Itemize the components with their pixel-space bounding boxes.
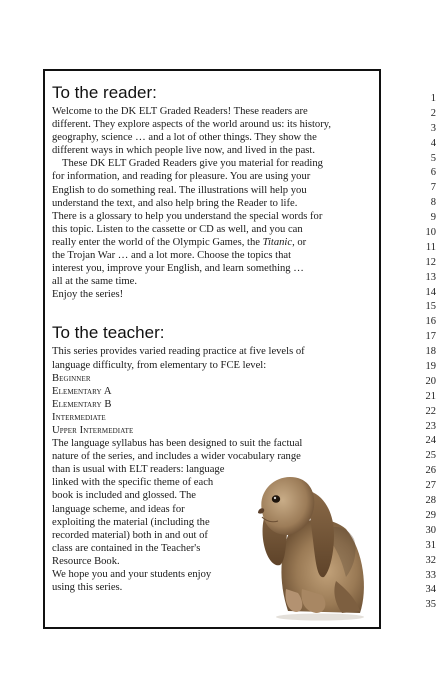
line-number: 18 [425, 346, 436, 358]
line-number: 35 [425, 599, 436, 611]
reader-paragraph-2 [52, 157, 374, 301]
text-fragment: really enter the world of the Olympic Games, the [52, 236, 263, 248]
line-number: 5 [430, 152, 436, 164]
text-line: exploiting the material (including the [52, 516, 210, 528]
line-number: 13 [425, 271, 436, 283]
text-line: the Trojan War … and a lot more. Choose the topics that [52, 250, 292, 262]
text-line: Resource Book. [52, 555, 120, 567]
page-frame [43, 69, 381, 629]
text-line: The language syllabus has been designed to suit the factual [52, 438, 303, 450]
line-number: 9 [430, 212, 436, 224]
line-number: 17 [425, 331, 436, 343]
line-number: 1 [430, 93, 436, 104]
text-line: language difficulty, from elementary to FCE level: [52, 359, 267, 371]
line-number: 16 [425, 316, 436, 328]
line-number: 10 [425, 227, 436, 239]
line-number: 6 [430, 167, 436, 179]
line-number: 4 [430, 137, 436, 149]
italic-title: Titanic [262, 236, 293, 248]
text-line: We hope you and your students enjoy [52, 569, 212, 580]
line-number: 31 [425, 539, 436, 551]
line-number: 28 [425, 495, 436, 507]
line-number: 3 [430, 122, 436, 134]
text-line: understand the text, and also help bring the Reader to life. [52, 197, 298, 209]
text-line: These DK ELT Graded Readers give you material for reading [62, 158, 323, 170]
text-line: language scheme, and ideas for [52, 503, 185, 515]
line-number: 12 [425, 256, 436, 268]
line-number: 23 [425, 420, 436, 432]
teacher-heading: To the teacher: [52, 323, 165, 343]
line-number: 11 [425, 241, 436, 253]
text-line: geography, science … and a lot of other things. They show the [52, 132, 317, 144]
level-item: Intermediate [52, 411, 106, 423]
level-item: Beginner [52, 372, 91, 384]
text-line: nature of the series, and includes a wider vocabulary range [52, 451, 301, 463]
line-number: 26 [425, 465, 436, 477]
text-line: different. They explore aspects of the world around us: its history, [52, 119, 332, 131]
reader-paragraph-1 [52, 105, 374, 157]
line-number: 33 [425, 569, 436, 581]
text-line: this topic. Listen to the cassette or CD as well, and you can [52, 223, 303, 235]
text-line [52, 236, 374, 249]
line-number: 2 [430, 107, 436, 119]
text-line: Welcome to the DK ELT Graded Readers! These readers are [52, 106, 308, 117]
level-item: Elementary A [52, 385, 112, 397]
text-line: class are contained in the Teacher's [52, 542, 201, 554]
line-number: 21 [425, 390, 436, 402]
line-number-column [412, 92, 436, 613]
text-line: using this series. [52, 582, 123, 594]
text-line: This series provides varied reading practice at five levels of [52, 346, 305, 358]
line-number: 30 [425, 524, 436, 536]
line-number: 34 [425, 584, 436, 596]
text-line: English to do something real. The illustrations will help you [52, 184, 307, 196]
text-line: linked with the specific theme of each [52, 477, 214, 489]
text-line: recorded material) both in and out of [52, 529, 208, 541]
line-number: 24 [425, 435, 436, 447]
text-line: There is a glossary to help you understand the special words for [52, 210, 323, 222]
line-number: 29 [425, 509, 436, 521]
line-number: 8 [430, 197, 436, 209]
line-number: 15 [425, 301, 436, 313]
level-item: Upper Intermediate [52, 424, 134, 436]
text-fragment: , or [292, 236, 307, 248]
text-line: than is usual with ELT readers: language [52, 464, 225, 476]
text-line: different ways in which people live now, and lived in the past. [52, 145, 316, 157]
line-number: 14 [425, 286, 436, 298]
rabbit-illustration [250, 471, 368, 621]
line-number: 27 [425, 480, 436, 492]
line-number: 19 [425, 361, 436, 373]
reader-heading: To the reader: [52, 83, 157, 102]
text-line: book is included and glossed. The [52, 490, 196, 502]
line-number: 22 [425, 405, 436, 417]
level-list [52, 372, 374, 437]
text-line: for information, and reading for pleasure. You are using your [52, 171, 311, 183]
line-number: 20 [425, 375, 436, 387]
reader-closing: Enjoy the series! [52, 289, 124, 301]
teacher-intro [52, 345, 374, 371]
text-line: all at the same time. [52, 276, 138, 288]
level-item: Elementary B [52, 398, 112, 410]
text-line: interest you, improve your English, and learn something … [52, 263, 304, 275]
line-number: 7 [430, 182, 436, 194]
line-number: 25 [425, 450, 436, 462]
line-number: 32 [425, 554, 436, 566]
